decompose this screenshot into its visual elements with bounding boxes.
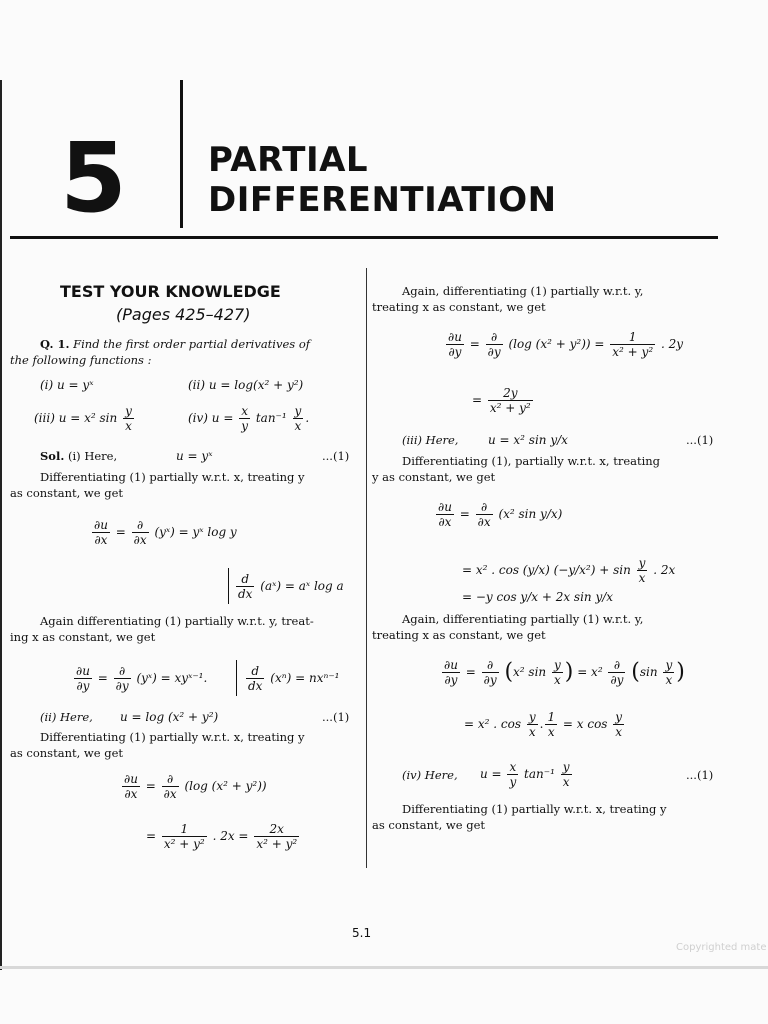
denominator: ∂y [76, 679, 90, 693]
question-text: Find the first order partial derivatives of [73, 337, 311, 351]
denominator: ∂x [163, 787, 177, 801]
solution-ii-equation: u = log (x² + y²) [120, 710, 219, 724]
denominator: ∂y [448, 345, 462, 359]
note-1 [234, 572, 344, 601]
fraction [507, 760, 518, 789]
denominator: x² + y² [612, 345, 654, 359]
fraction [482, 658, 499, 687]
fraction [239, 404, 250, 433]
solution-iii-equation: u = x² sin y/x [488, 433, 568, 447]
paragraph-line: Again, differentiating (1) partially w.r.t. y, [402, 284, 644, 298]
function-iv-mid: tan⁻¹ [255, 411, 287, 425]
header-rule [10, 236, 718, 239]
solution-iii-label: (iii) Here, [402, 433, 459, 447]
numerator: ∂u [448, 330, 462, 344]
note-bar [236, 660, 237, 696]
fraction [254, 822, 299, 851]
function-ii: (ii) u = log(x² + y²) [188, 378, 304, 392]
paragraph-line: Differentiating (1), partially w.r.t. x, treating [402, 454, 661, 468]
denominator: x² + y² [256, 837, 298, 851]
paragraph-line: Differentiating (1) partially w.r.t. x, treating y [402, 802, 667, 816]
denominator: x [665, 673, 673, 687]
question-1-line1 [40, 337, 310, 352]
fraction [527, 710, 538, 739]
fraction [613, 710, 624, 739]
fraction [552, 658, 563, 687]
function-iii [34, 404, 136, 433]
denominator: x [547, 725, 555, 739]
fraction [663, 658, 674, 687]
numerator: ∂u [438, 500, 452, 514]
denominator: ∂y [483, 673, 497, 687]
numerator: y [294, 404, 302, 418]
denominator: ∂y [444, 673, 458, 687]
denominator: x² + y² [163, 837, 205, 851]
fraction [236, 572, 254, 601]
equation-mid: = x² [577, 665, 603, 679]
equation-pre: u = [480, 767, 502, 781]
function-i: (i) u = yˣ [40, 378, 94, 392]
equation-rest: (x² sin y/x) [498, 507, 563, 521]
numerator: 1 [547, 710, 556, 724]
denominator: y [509, 775, 517, 789]
dot: . [539, 717, 544, 731]
denominator: x [125, 419, 132, 433]
fraction [122, 772, 140, 801]
numerator: y [638, 556, 646, 570]
chapter-number: 5 [60, 122, 127, 234]
numerator: 1 [162, 822, 207, 837]
equation-r6: $\frac{\partial u}{\partial y}$ = $\frac{\partial}{\partial y}$ (x² sin $\frac{y}{x}$ ) = x² $\frac{\partial}{\partial y}$ (sin $\frac{y}{x}$ ) [444, 658, 685, 687]
numerator: y [665, 658, 673, 672]
numerator: ∂u [444, 658, 458, 672]
denominator: ∂x [133, 533, 147, 547]
numerator: ∂ [476, 500, 493, 515]
fraction [436, 500, 454, 529]
paragraph-line: as constant, we get [10, 486, 123, 500]
paren-content: sin [639, 665, 658, 679]
equation-mid: . 2x = [212, 829, 249, 843]
numerator: 2y [488, 386, 533, 401]
paragraph-line: treating x as constant, we get [372, 628, 546, 642]
fraction [442, 658, 460, 687]
numerator: ∂u [124, 772, 138, 786]
fraction [545, 710, 557, 739]
equation-1: $\frac{\partial u}{\partial x}$ = $\frac{\partial}{\partial x}$ (yˣ) = yˣ log y [94, 518, 237, 547]
numerator: ∂ [162, 772, 179, 787]
equation-mid: = x cos [562, 717, 608, 731]
fraction [637, 556, 648, 585]
equation-4 [146, 822, 301, 851]
fraction [486, 330, 503, 359]
denominator: x [553, 673, 561, 687]
denominator: x [615, 725, 623, 739]
paragraph-line: Differentiating (1) partially w.r.t. x, treating y [40, 730, 305, 744]
numerator: ∂ [114, 664, 131, 679]
numerator: ∂ [482, 658, 499, 673]
equation-ref: ...(1) [686, 433, 714, 447]
equation-ref: ...(1) [322, 449, 350, 463]
equals: = [472, 393, 483, 407]
fraction [608, 658, 625, 687]
copyright-watermark: Copyrighted mate [676, 942, 767, 953]
equation-rest: (log (x² + y²)) [184, 779, 267, 793]
question-1-line2: the following functions : [10, 353, 152, 367]
numerator: ∂ [132, 518, 149, 533]
solution-iv-label: (iv) Here, [402, 768, 458, 782]
paragraph-line: as constant, we get [10, 746, 123, 760]
solution-i-label: (i) Here, [68, 449, 118, 463]
equation-rest: (yˣ) = yˣ log y [154, 525, 237, 539]
equation-r1: $\frac{\partial u}{\partial y}$ = $\frac{\partial}{\partial y}$ (log (x² + y²)) = $\frac{1}{\text{x² + y²}}$ . 2y [448, 330, 684, 359]
function-iv [188, 404, 309, 433]
solution-i-equation: u = yˣ [176, 449, 213, 463]
numerator: x [509, 760, 517, 774]
bottom-edge-line [0, 966, 768, 969]
numerator: y [125, 404, 132, 418]
denominator: ∂x [124, 787, 138, 801]
equation-mid: tan⁻¹ [524, 767, 555, 781]
equation-pre: = x² . cos (y/x) (−y/x²) + sin [462, 563, 631, 577]
page-edge-line [0, 80, 2, 970]
fraction [561, 760, 572, 789]
denominator: y [241, 419, 249, 433]
fraction [92, 518, 110, 547]
numerator: y [528, 710, 536, 724]
note-2 [244, 664, 339, 693]
numerator: x [241, 404, 249, 418]
numerator: ∂u [94, 518, 108, 532]
denominator: ∂y [115, 679, 129, 693]
equation-r5: = −y cos y/x + 2x sin y/x [462, 590, 614, 604]
paragraph-line: ing x as constant, we get [10, 630, 156, 644]
denominator: ∂y [487, 345, 501, 359]
numerator: ∂ [486, 330, 503, 345]
section-title: TEST YOUR KNOWLEDGE [60, 282, 281, 301]
denominator: x [528, 725, 536, 739]
header-divider [180, 80, 183, 228]
fraction [123, 404, 134, 433]
equation-r4 [462, 556, 675, 585]
denominator: x [562, 775, 570, 789]
denominator: x [294, 419, 302, 433]
equation-end: . 2y [660, 337, 684, 351]
numerator: y [562, 760, 570, 774]
numerator: d [236, 572, 254, 587]
equation-rest: (yˣ) = xyˣ⁻¹. [136, 671, 208, 685]
fraction [162, 822, 207, 851]
fraction [293, 404, 304, 433]
equation-r2 [472, 386, 535, 415]
note-bar [228, 568, 229, 604]
function-iv-end: . [305, 411, 310, 425]
chapter-title-line2: DIFFERENTIATION [208, 180, 557, 220]
denominator: ∂x [477, 515, 491, 529]
numerator: y [615, 710, 623, 724]
fraction [162, 772, 179, 801]
paragraph-line: Again, differentiating partially (1) w.r.t. y, [402, 612, 644, 626]
fraction [114, 664, 131, 693]
solution-iv-equation [480, 760, 574, 789]
solution-label: Sol. [40, 449, 65, 463]
fraction [476, 500, 493, 529]
question-label: Q. 1. [40, 337, 70, 351]
column-divider [366, 268, 367, 868]
paragraph-line: Differentiating (1) partially w.r.t. x, treating y [40, 470, 305, 484]
equation-end: . 2x [653, 563, 676, 577]
numerator: 2x [254, 822, 299, 837]
equation-2: $\frac{\partial u}{\partial y}$ = $\frac{\partial}{\partial y}$ (yˣ) = xyˣ⁻¹. [76, 664, 208, 693]
function-iii-prefix: (iii) u = x² sin [34, 411, 118, 425]
denominator: x [638, 571, 646, 585]
denominator: dx [248, 679, 263, 693]
denominator: ∂x [94, 533, 108, 547]
equation-r3: $\frac{\partial u}{\partial x}$ = $\frac{\partial}{\partial x}$ (x² sin y/x) [438, 500, 563, 529]
denominator: ∂x [438, 515, 452, 529]
equation-ref: ...(1) [322, 710, 350, 724]
paragraph-line: y as constant, we get [372, 470, 496, 484]
page-number: 5.1 [352, 926, 372, 940]
numerator: y [553, 658, 561, 672]
function-iv-prefix: (iv) u = [188, 411, 234, 425]
numerator: 1 [610, 330, 655, 345]
equation-3: $\frac{\partial u}{\partial x}$ = $\frac{\partial}{\partial x}$ (log (x² + y²)) [124, 772, 267, 801]
paragraph-line: treating x as constant, we get [372, 300, 546, 314]
chapter-title [208, 140, 728, 220]
numerator: ∂u [76, 664, 90, 678]
note-rest: (xⁿ) = nxⁿ⁻¹ [270, 671, 340, 685]
equals: = [146, 829, 157, 843]
chapter-title-line1: PARTIAL [208, 140, 369, 180]
equation-r7 [464, 710, 626, 739]
fraction [74, 664, 92, 693]
equation-ref: ...(1) [686, 768, 714, 782]
paragraph-line: as constant, we get [372, 818, 485, 832]
solution-ii-label: (ii) Here, [40, 710, 93, 724]
paren-content: x² sin [513, 665, 547, 679]
numerator: ∂ [608, 658, 625, 673]
equation-pre: = x² . cos [464, 717, 521, 731]
equation-mid: (log (x² + y²)) = [508, 337, 605, 351]
fraction [446, 330, 464, 359]
denominator: ∂y [610, 673, 624, 687]
pages-note: (Pages 425–427) [116, 305, 251, 324]
note-rest: (aˣ) = aˣ log a [260, 579, 344, 593]
denominator: x² + y² [489, 401, 531, 415]
fraction [488, 386, 533, 415]
numerator: d [246, 664, 264, 679]
fraction [246, 664, 264, 693]
fraction [610, 330, 655, 359]
fraction [132, 518, 149, 547]
denominator: dx [238, 587, 253, 601]
paragraph-line: Again differentiating (1) partially w.r.t. y, treat- [40, 614, 314, 628]
solution-i-line [40, 449, 117, 464]
